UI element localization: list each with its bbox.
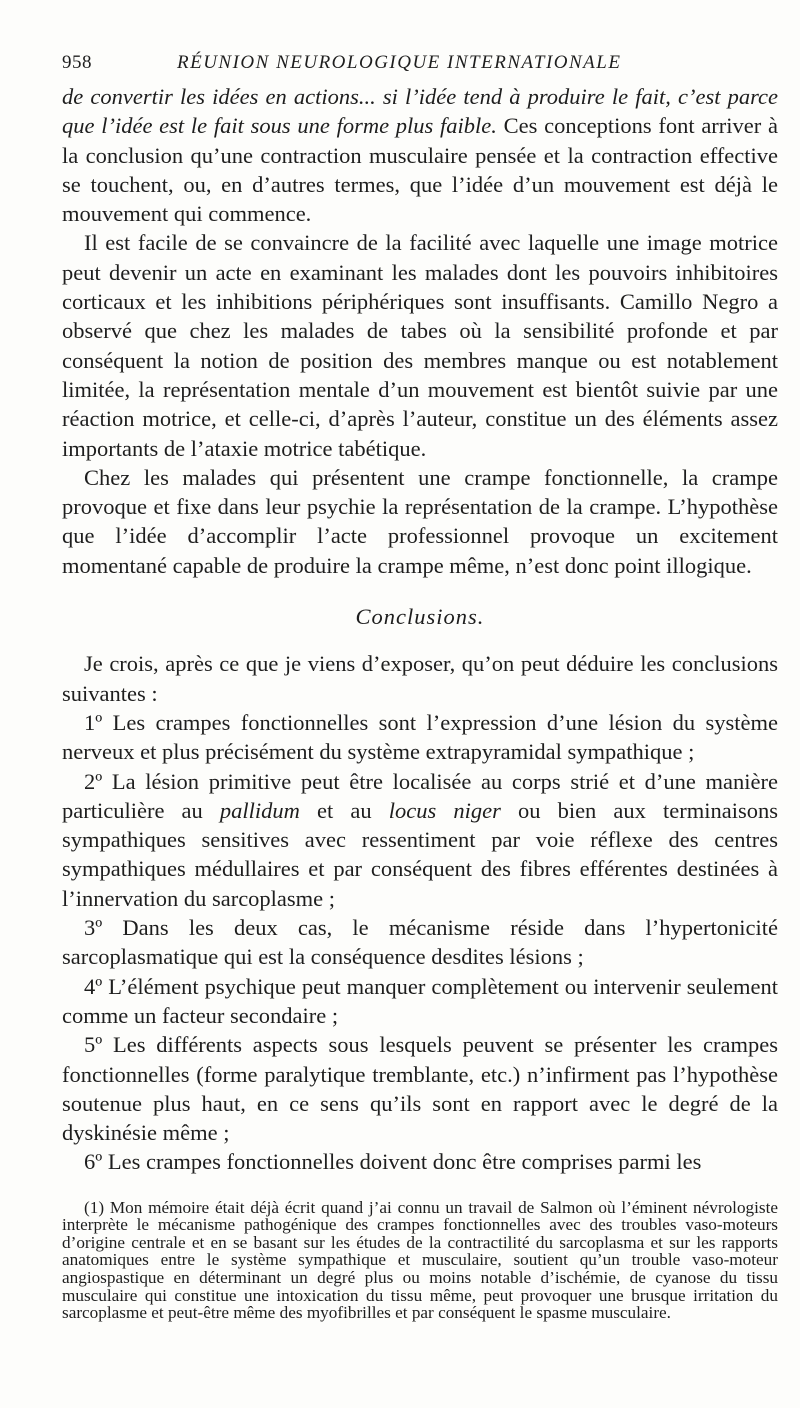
conclusion-1: 1º Les crampes fonctionnelles sont l’expression d’une lésion du système nerveux et plus précisément du système extrapyramidal sympathique ; bbox=[62, 709, 778, 765]
locus-niger-term: locus niger bbox=[388, 797, 501, 823]
paragraph-1-rest: Ces conceptions font arriver à la conclusion qu’une contraction musculaire pensée et la contraction effective se touchent, ou, en d’autres termes, que l’idée d’un mouvement est déjà le mouvement qui commence. bbox=[62, 113, 778, 227]
conclusion-2-part-a: 2º La lésion primitive peut être localisée au corps strié et d’une manière particulière au bbox=[62, 768, 778, 823]
footnote bbox=[62, 1199, 778, 1322]
conclusion-2 bbox=[62, 767, 778, 913]
running-header bbox=[62, 52, 778, 82]
paragraph-1 bbox=[62, 82, 778, 228]
conclusion-4: 4º L’élément psychique peut manquer complètement ou intervenir seulement comme un facteur secondaire ; bbox=[62, 973, 778, 1028]
pallidum-term: pallidum bbox=[219, 797, 300, 823]
paragraph-3: Chez les malades qui présentent une crampe fonctionnelle, la crampe provoque et fixe dans leur psychie la représentation de la crampe. L’hypothèse que l’idée d’accomplir l’acte professionnel provoque un excitement momentané capable de produire la crampe même, n’est donc point illogique. bbox=[62, 464, 778, 578]
conclusion-3: 3º Dans les deux cas, le mécanisme réside dans l’hypertonicité sarcoplasmatique qui est la conséquence desdites lésions ; bbox=[62, 915, 778, 970]
page-number: 958 bbox=[62, 52, 92, 73]
footnote-text: (1) Mon mémoire était déjà écrit quand j’ai connu un travail de Salmon où l’éminent névrologiste interprète le mécanisme pathogénique des crampes fonctionnelles avec des troubles vaso-moteurs d’origine centrale et en se basant sur les études de la contractilité du sarcoplasma et sur les rapports anatomiques entre le système sympathique et musculaire, soutient qu’un trouble vaso-moteur angiospastique en déterminant un degré plus ou moins notable d’ischémie, de cyanose du tissu musculaire qui constitue une intoxication du tissu même, peut provoquer une brusque irritation du sarcoplasme et peut-être même des myofibrilles et par conséquent le spasme musculaire. bbox=[62, 1197, 778, 1323]
conclusion-6: 6º Les crampes fonctionnelles doivent donc être comprises parmi les bbox=[84, 1149, 702, 1175]
paragraph-1-italic: de convertir les idées en actions... si l’idée tend à produire le fait, c’est parce que l’idée est le fait sous une forme plus faible. bbox=[62, 84, 778, 139]
running-title: RÉUNION NEUROLOGIQUE INTERNATIONALE bbox=[177, 52, 622, 73]
conclusion-5: 5º Les différents aspects sous lesquels peuvent se présenter les crampes fonctionnelles (forme paralytique tremblante, etc.) n’infirment pas l’hypothèse soutenue plus haut, en ce sens qu’ils sont en rapport avec le degré de la dyskinésie même ; bbox=[62, 1032, 778, 1146]
conclusion-2-part-b: et au bbox=[299, 797, 389, 823]
paragraph-4: Je crois, après ce que je viens d’exposer, qu’on peut déduire les conclusions suivantes : bbox=[62, 651, 778, 706]
section-heading-conclusions: Conclusions. bbox=[355, 604, 485, 630]
paragraph-2: Il est facile de se convaincre de la facilité avec laquelle une image motrice peut devenir un acte en examinant les malades dont les pouvoirs inhibitoires corticaux et les inhibitions périphériques sont insuffisants. Camillo Negro a observé que chez les malades de tabes où la sensibilité profonde et par conséquent la notion de position des membres manque ou est notablement limitée, la représentation mentale d’un mouvement est bientôt suivie par une réaction motrice, et celle-ci, d’après l’auteur, constitue un des éléments assez importants de l’ataxie motrice tabétique. bbox=[62, 230, 778, 461]
conclusion-2-part-c: ou bien aux terminaisons sympathiques sensitives avec ressentiment par voie réflexe des centres sympathiques médullaires et par conséquent des fibres efférentes destinées à l’innervation du sarcoplasme ; bbox=[62, 797, 778, 911]
body-text bbox=[62, 82, 778, 1177]
